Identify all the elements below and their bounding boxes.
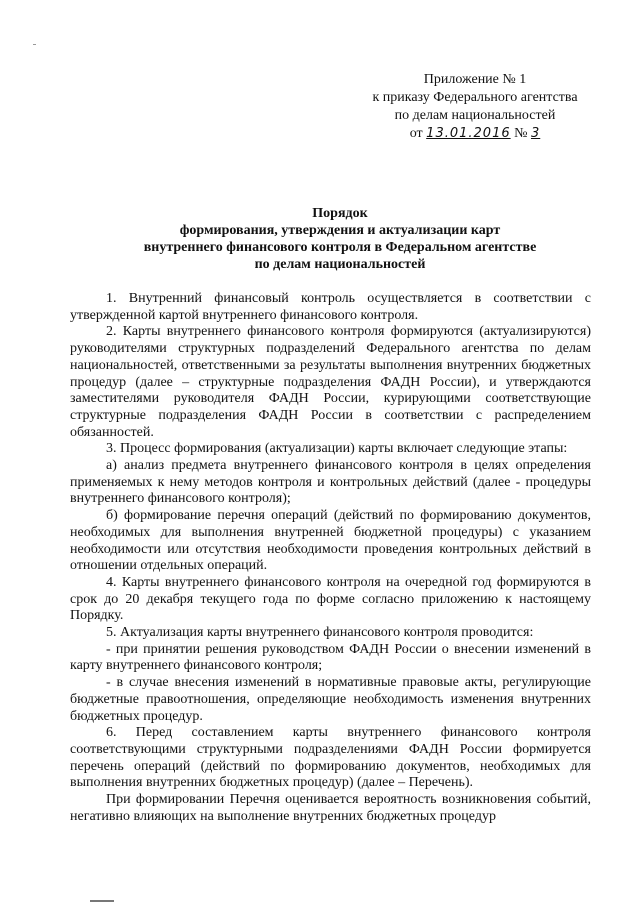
- handwritten-number: 3: [530, 126, 541, 141]
- paragraph-2: 2. Карты внутреннего финансового контроля формируются (актуализируются) руководителями структурных подразделений Федерального агентства по делам национальностей, ответственными за результаты выполнения внутренних бюджетных процедур (далее – структурные подразделения ФАДН России), и утверждаются заместителями руководителя ФАДН России, курирующими соответствующие структурные подразделения ФАДН России в соответствии с распределением обязанностей.: [70, 324, 591, 440]
- document-body: [70, 291, 591, 826]
- scan-edge-mark: [90, 900, 114, 902]
- title-line-2: формирования, утверждения и актуализации карт: [179, 223, 501, 238]
- appendix-agency-line: по делам национальностей: [394, 108, 556, 123]
- scan-speck: [33, 44, 36, 45]
- number-prefix: №: [514, 126, 528, 141]
- paragraph-3b: б) формирование перечня операций (действий по формированию документов, необходимых для выполнения внутренней бюджетной процедуры) с указанием необходимости или отсутствия необходимости проведения контрольных действий в отношении отдельных операций.: [70, 508, 591, 574]
- title-line-3: внутреннего финансового контроля в Федеральном агентстве: [143, 240, 537, 255]
- appendix-order-line: к приказу Федерального агентства: [372, 90, 578, 105]
- paragraph-5-item-1: - при принятии решения руководством ФАДН России о внесении изменений в карту внутреннего финансового контроля;: [70, 641, 591, 674]
- title-line-4: по делам национальностей: [254, 257, 426, 272]
- appendix-header: [345, 71, 605, 143]
- paragraph-1: 1. Внутренний финансовый контроль осуществляется в соответствии с утвержденной картой внутреннего финансового контроля.: [70, 291, 591, 323]
- paragraph-3: 3. Процесс формирования (актуализации) карты включает следующие этапы:: [106, 441, 568, 457]
- document-title: [90, 205, 590, 273]
- title-line-1: Порядок: [312, 206, 368, 221]
- handwritten-date: 13.01.2016: [426, 126, 511, 141]
- appendix-date-line: [345, 125, 605, 143]
- paragraph-4: 4. Карты внутреннего финансового контроля на очередной год формируются в срок до 20 декабря текущего года по форме согласно приложению к настоящему Порядку.: [70, 574, 591, 624]
- date-prefix: от: [409, 126, 423, 141]
- paragraph-5-item-2: - в случае внесения изменений в нормативные правовые акты, регулирующие бюджетные правоотношения, определяющие необходимость изменения внутренних бюджетных процедур.: [70, 675, 591, 724]
- paragraph-6: 6. Перед составлением карты внутреннего финансового контроля соответствующими структурными подразделениями ФАДН России формируется перечень операций (действий по формированию документов, необходимых для выполнения внутренних бюджетных процедур) (далее – Перечень).: [70, 725, 591, 791]
- paragraph-7: При формировании Перечня оценивается вероятность возникновения событий, негативно влияющих на выполнение внутренних бюджетных процедур: [70, 792, 591, 824]
- appendix-title: Приложение № 1: [423, 72, 527, 87]
- paragraph-5: 5. Актуализация карты внутреннего финансового контроля проводится:: [106, 625, 534, 641]
- paragraph-3a: а) анализ предмета внутреннего финансового контроля в целях определения применяемых к нему методов контроля и контрольных действий (далее - процедуры внутреннего финансового контроля);: [70, 458, 591, 507]
